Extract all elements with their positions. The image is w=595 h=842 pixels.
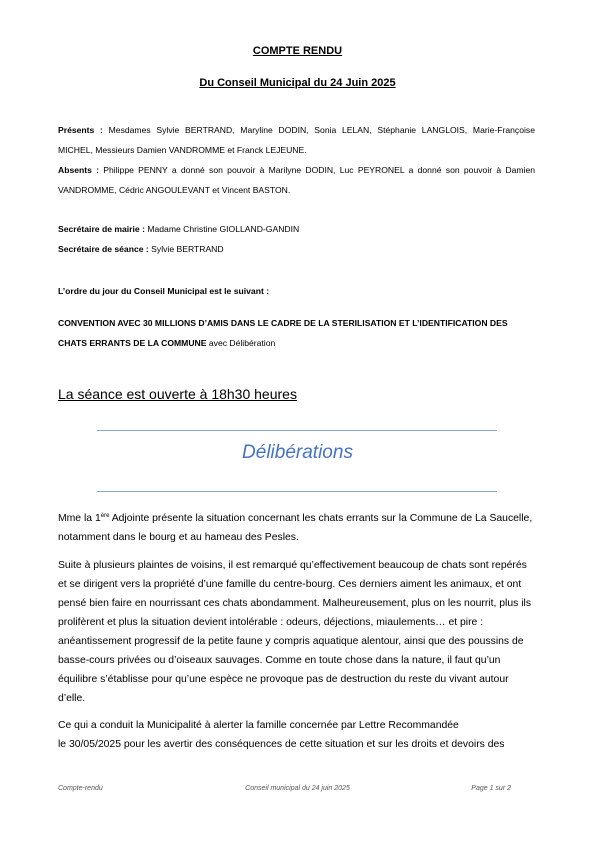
seance-open-heading: La séance est ouverte à 18h30 heures [58,386,297,402]
secretaries-block [58,219,535,259]
section-heading: Délibérations [242,442,353,463]
p1-rest: Adjointe présente la situation concernant les chats errants sur la Commune de La Saucelle, notamment dans le bourg et au hameau des Pesles. [58,513,533,543]
p3-line-2: le 30/05/2025 pour les avertir des conséquences de cette situation et sur les droits et devoirs des [58,739,505,750]
presents-label: Présents : [58,125,103,135]
attendance-block [58,120,535,200]
p1-superscript: ère [100,513,110,519]
paragraph-2: Suite à plusieurs plaintes de voisins, il est remarqué qu’effectivement beaucoup de chats sont repérés et se dirigent vers la propriété d’une famille du centre-bourg. Ces derniers aiment les animaux, et ont pensé bien faire en nourrissant ces chats abondamment. Malheureusement, plus on les nourrit, plus ils prolifèrent et plus la situation devient intolérable : odeurs, déjections, miaulements… et pire : anéantissement progressif de la petite faune y compris aquatique alentour, ainsi que des poussins de basse-cours privées ou d’oiseaux sauvages. Comme en toute chose dans la nature, il faut qu’un équilibre s’établisse pour qu’une espèce ne provoque pas de destruction du reste du vivant autour d’elle. [58,560,532,704]
document-subtitle: Du Conseil Municipal du 24 Juin 2025 [199,77,396,89]
secretaire-seance-label: Secrétaire de séance : [58,244,149,254]
paragraph-3 [58,716,538,754]
agenda-item-title: CONVENTION AVEC 30 MILLIONS D’AMIS DANS LE CADRE DE LA STERILISATION ET L’IDENTIFICATION DES CHATS ERRANTS DE LA COMMUNE [58,318,508,348]
top-divider [97,430,497,431]
secretaire-mairie-label: Secrétaire de mairie : [58,224,145,234]
presents-text: Mesdames Sylvie BERTRAND, Maryline DODIN, Sonia LELAN, Stéphanie LANGLOIS, Marie-Françoise MICHEL, Messieurs Damien VANDROMME et Franck LEJEUNE. [58,125,535,155]
agenda-item [58,313,538,353]
absents-label: Absents : [58,165,100,175]
document-title: COMPTE RENDU [252,45,343,57]
secretaire-mairie-name: Madame Christine GIOLLAND-GANDIN [147,224,300,234]
paragraph-1 [58,507,535,547]
p1-start: Mme la 1 [58,513,101,524]
footer-page-number: Page 1 sur 2 [471,785,511,792]
bottom-divider [97,491,497,492]
absents-text: Philippe PENNY a donné son pouvoir à Marilyne DODIN, Luc PEYRONEL a donné son pouvoir à Damien VANDROMME, Cédric ANGOULEVANT et Vincent BASTON. [58,165,536,195]
secretaire-seance-name: Sylvie BERTRAND [151,244,224,254]
footer-center: Conseil municipal du 24 juin 2025 [245,785,350,792]
footer-left: Compte-rendu [58,785,103,792]
agenda-intro: L’ordre du jour du Conseil Municipal est le suivant : [58,286,270,296]
agenda-item-tail: avec Délibération [206,338,276,348]
p3-line-1: Ce qui a conduit la Municipalité à alerter la famille concernée par Lettre Recommandée [58,720,459,731]
